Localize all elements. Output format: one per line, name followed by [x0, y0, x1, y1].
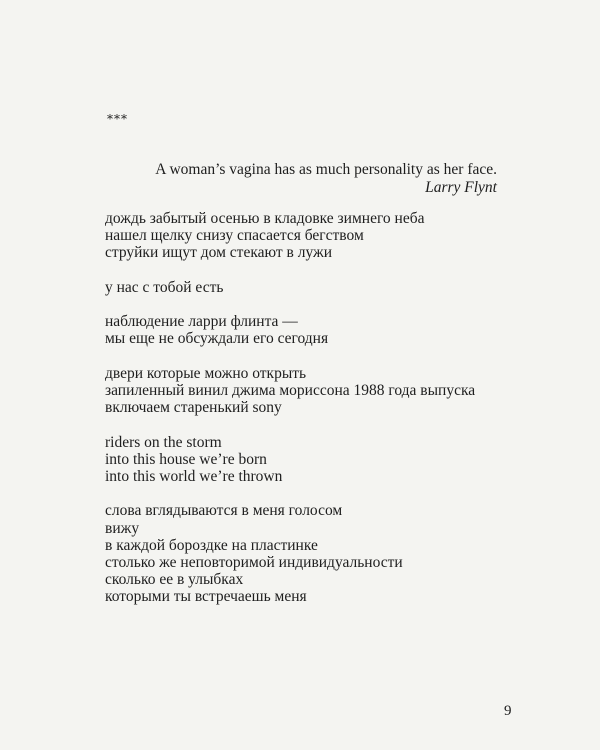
poem-line: riders on the storm [105, 433, 222, 451]
stanza [105, 502, 525, 605]
poem-body [105, 210, 525, 623]
poem-line: в каждой бороздке на пластинке [105, 536, 318, 554]
poem-line: включаем старенький sony [105, 399, 282, 417]
page-number: 9 [504, 703, 512, 719]
poem-line: двери которые можно открыть [105, 364, 307, 382]
poem-line: столько же неповторимой индивидуальности [105, 553, 403, 571]
poem-line: наблюдение ларри флинта — [105, 313, 298, 331]
poem-line: дождь забытый осенью в кладовке зимнего неба [105, 210, 425, 227]
poem-line: сколько ее в улыбках [105, 571, 244, 589]
stanza [105, 313, 525, 347]
epigraph [155, 161, 497, 197]
epigraph-quote: A woman’s vagina has as much personality as her face. [155, 161, 497, 178]
stanza [105, 365, 525, 417]
stanza [105, 434, 525, 486]
poem-line: into this house we’re born [105, 450, 267, 468]
poem-line: into this world we’re thrown [105, 467, 283, 485]
stanza [105, 279, 525, 296]
poem-line: у нас с тобой есть [105, 278, 224, 296]
poem-line: запиленный винил джима мориссона 1988 года выпуска [105, 381, 476, 399]
epigraph-author: Larry Flynt [425, 179, 497, 196]
poem-line: струйки ищут дом стекают в лужи [105, 244, 332, 262]
poem-line: вижу [105, 519, 140, 537]
poem-line: нашел щелку снизу спасается бегством [105, 227, 364, 245]
stanza [105, 210, 525, 262]
section-divider: *** [107, 112, 128, 126]
poem-line: которыми ты встречаешь меня [105, 588, 307, 606]
poem-line: слова вглядываются в меня голосом [105, 502, 343, 520]
poem-line: мы еще не обсуждали его сегодня [105, 330, 329, 348]
